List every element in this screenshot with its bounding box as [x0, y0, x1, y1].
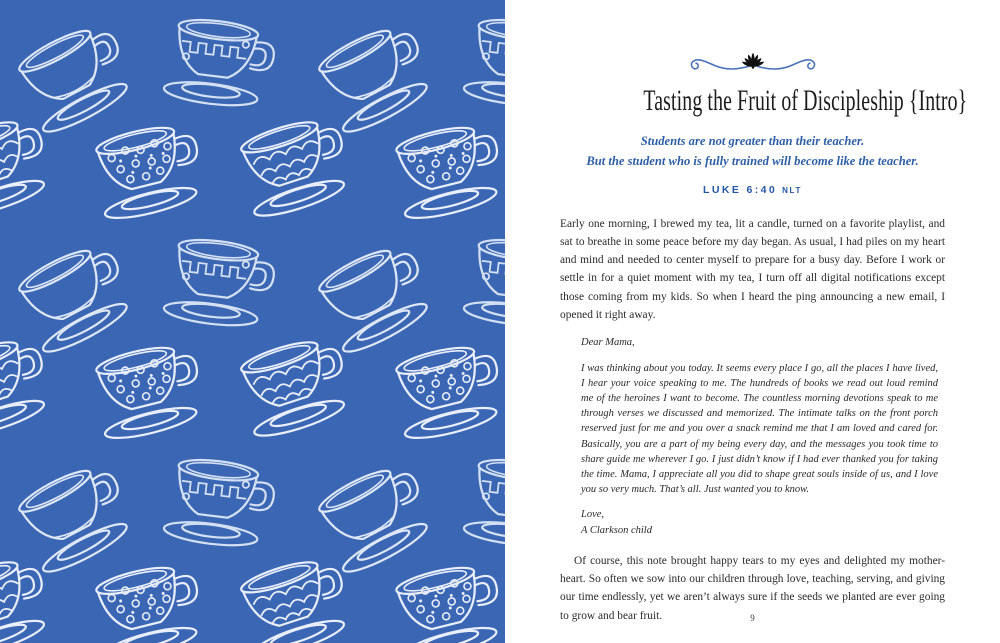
epigraph-line-2: But the student who is fully trained will become like the teacher.	[586, 153, 919, 168]
letter-salutation: Dear Mama,	[581, 337, 635, 349]
scripture-reference-text: LUKE 6:40	[703, 183, 778, 196]
closing-paragraph: Of course, this note brought happy tears to my eyes and delighted my mother-heart. So often we sow into our children through love, teaching, serving, and giving our time endlessly, yet we aren’t always sure if the seeds we planted are ever going to grow and bear fruit.	[560, 554, 945, 622]
lotus-flourish-icon	[678, 50, 828, 78]
letter-body: I was thinking about you today. It seems every place I go, all the places I have lived, I hear your voice speaking to me. The hundreds of books we read out loud remind me of the heroines I want to become. The countless morning devotions speak to me through verses we discussed and memorized. The intimate talks on the front porch reserved just for me and you over a snack remind me that I am loved and cared for. Basically, you are a part of my being every day, and the messages you took time to share guide me wherever I go. I just didn’t know if I had ever thanked you for taking the time. Mama, I appreciate all you did to shape great souls inside of us, and I love you so very much. That’s all. Just wanted you to know.	[581, 362, 938, 496]
right-page	[505, 0, 1000, 643]
scripture-reference	[560, 180, 945, 198]
scripture-translation: NLT	[782, 185, 802, 195]
epigraph	[560, 131, 945, 171]
epigraph-line-1: Students are not greater than their teacher.	[640, 133, 865, 148]
letter-signature: A Clarkson child	[581, 524, 652, 536]
letter-block	[581, 335, 938, 537]
letter-closing: Love,	[581, 509, 605, 521]
page-title	[560, 83, 968, 117]
page-title-text: Tasting the Fruit of Discipleship {Intro}	[643, 84, 968, 117]
intro-paragraph: Early one morning, I brewed my tea, lit a candle, turned on a favorite playlist, and sat to breathe in some peace before my day began. As usual, I had piles on my heart and mind and needed to center myself to prepare for a busy day. Before I work or settle in for a quiet moment with my tea, I turn off all digital notifications except those coming from my kids. So when I heard the ping announcing a new email, I opened it right away.	[560, 217, 945, 322]
page-number: 9	[750, 613, 755, 623]
